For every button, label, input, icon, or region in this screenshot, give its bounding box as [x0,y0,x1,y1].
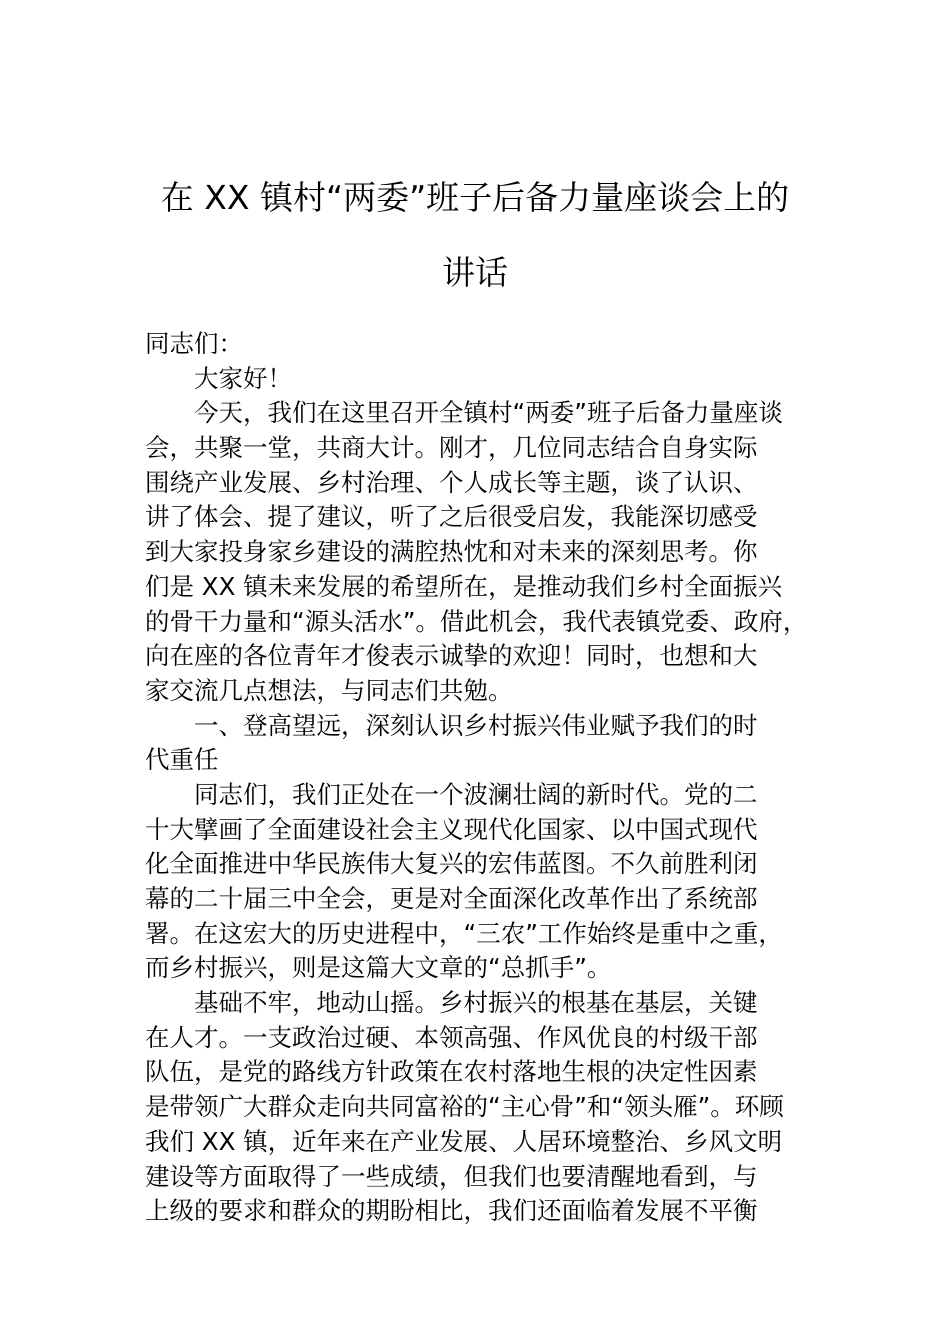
paragraph-line: 上级的要求和群众的期盼相比，我们还面临着发展不平衡 [145,1196,758,1226]
paragraph-line: 十大擘画了全面建设社会主义现代化国家、以中国式现代 [145,814,758,844]
paragraph-line: 基础不牢，地动山摇。乡村振兴的根基在基层，关键 [194,988,758,1018]
paragraph-line: 是带领广大群众走向共同富裕的“主心骨”和“领头雁”。环顾 [145,1092,784,1122]
paragraph-line: 同志们，我们正处在一个波澜壮阔的新时代。党的二 [194,779,758,809]
paragraph-line: 们是 XX 镇未来发展的希望所在，是推动我们乡村全面振兴 [145,571,783,601]
paragraph-line: 建设等方面取得了一些成绩，但我们也要清醒地看到，与 [145,1161,758,1191]
paragraph-line: 而乡村振兴，则是这篇大文章的“总抓手”。 [145,953,612,983]
paragraph-line: 队伍，是党的路线方针政策在农村落地生根的决定性因素 [145,1057,758,1087]
section-heading-1 [145,709,810,778]
paragraph-line: 家交流几点想法，与同志们共勉。 [145,675,513,705]
paragraph-line: 围绕产业发展、乡村治理、个人成长等主题，谈了认识、 [145,467,758,497]
paragraph-line: 到大家投身家乡建设的满腔热忱和对未来的深刻思考。你 [145,537,758,567]
section-heading-line: 一、登高望远，深刻认识乡村振兴伟业赋予我们的时 [194,710,758,740]
section-heading-line: 代重任 [145,745,219,775]
paragraph-line: 会，共聚一堂，共商大计。刚才，几位同志结合自身实际 [145,433,758,463]
paragraph-line: 向在座的各位青年才俊表示诚挚的欢迎！同时，也想和大 [145,641,758,671]
document-body [145,327,810,1229]
salutation: 同志们： [145,329,243,358]
paragraph-line: 的骨干力量和“源头活水”。借此机会，我代表镇党委、政府， [145,606,808,636]
greeting: 大家好！ [194,363,292,393]
paragraph-line: 署。在这宏大的历史进程中，“三农”工作始终是重中之重， [145,918,783,948]
paragraph-line: 今天，我们在这里召开全镇村“两委”班子后备力量座谈 [194,398,783,428]
paragraph-line: 讲了体会、提了建议，听了之后很受启发，我能深切感受 [145,502,758,532]
paragraph-opening [145,396,810,708]
title-line: 在 XX 镇村“两委”班子后备力量座谈会上的 [160,178,790,217]
paragraph-line: 我们 XX 镇，近年来在产业发展、人居环境整治、乡风文明 [145,1126,783,1156]
document-title [140,160,810,310]
paragraph-line: 在人才。一支政治过硬、本领高强、作风优良的村级干部 [145,1022,758,1052]
title-line: 讲话 [442,253,508,292]
paragraph-line: 化全面推进中华民族伟大复兴的宏伟蓝图。不久前胜利闭 [145,849,758,879]
paragraph-foundation [145,986,810,1229]
paragraph-new-era [145,778,810,986]
paragraph-line: 幕的二十届三中全会，更是对全面深化改革作出了系统部 [145,884,758,913]
